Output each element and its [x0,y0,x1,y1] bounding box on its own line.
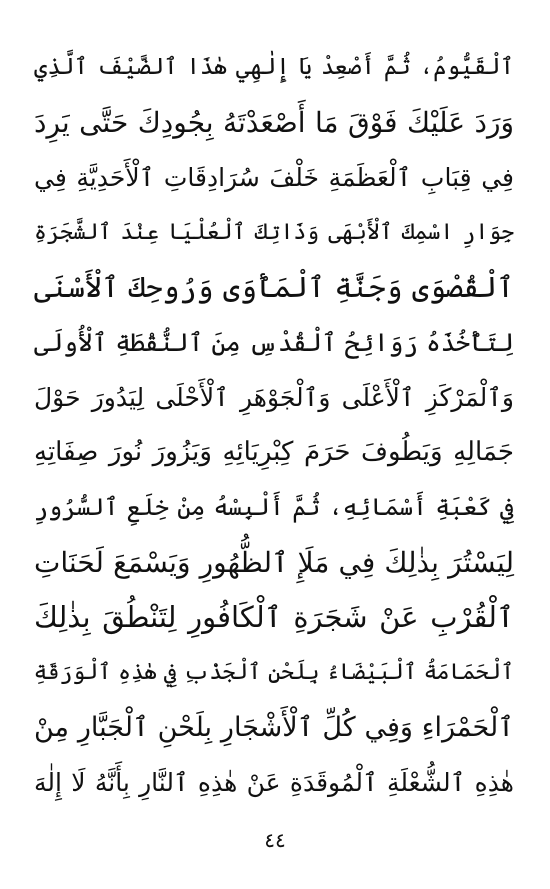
text-line: لِيَسْتُرَ بِذٰلِكَ فِي مَلَإِ ٱلظُّهُورِ وَيَسْمَعَ لَحَنَاتِ [34,546,514,579]
page-number: ٤٤ [264,828,286,852]
text-line: لِتَأْخُذَهُ رَوَائِحُ ٱلْقُدْسِ مِنَ ٱلنُّقْطَةِ ٱلْأُولَى [34,328,514,357]
text-line: ٱلْقَيُّومُ، ثُمَّ أَصْعِدْ يَا إِلٰهِي هٰذَا ٱلضَّيْفَ ٱلَّذِي [34,54,514,80]
text-line: وَٱلْمَرْكَزِ ٱلْأَعْلَى وَٱلْجَوْهَرِ ٱلْأَحْلَى لِيَدُورَ حَوْلَ [34,383,514,412]
text-line: ٱلْحَمَامَةُ ٱلْبَيْضَاءُ بِلَحْنِ ٱلْجَذْبِ فِي هٰذِهِ ٱلْوَرَقَةِ [33,660,514,685]
text-line: وَرَدَ عَلَيْكَ فَوْقَ مَا أَصْعَدْتَهُ بِجُودِكَ حَتَّى يَرِدَ [34,106,514,139]
text-line: هٰذِهِ ٱلشُّعْلَةِ ٱلْمُوقَدَةِ عَنْ هٰذِهِ ٱلنَّارِ بِأَنَّهُ لَا إِلٰهَ [34,768,514,797]
text-line: فِي كَعْبَةِ أَسْمَائِهِ، ثُمَّ أَلْبِسْهُ مِنْ خِلَعِ ٱلسُّرُورِ [34,493,514,521]
text-line: جَمَالِهِ وَيَطُوفَ حَرَمَ كِبْرِيَائِهِ وَيَزُورَ نُورَ صِفَاتِهِ [34,437,514,467]
text-line: ٱلْحَمْرَاءِ وَفِي كُلِّ ٱلْأَشْجَارِ بِلَحْنِ ٱلْجَبَّارِ مِنْ [34,712,514,743]
text-line: جِوَارِ اسْمِكَ ٱلْأَبْهَى وَذَاتِكَ ٱلْعُلْيَا عِنْدَ ٱلشَّجَرَةِ [34,220,514,245]
text-line: ٱلْقُصْوَى وَجَنَّةِ ٱلْمَأْوَى وَرُوحِكَ ٱلْأَسْنَى [34,270,514,304]
text-line: ٱلْقُرْبِ عَنْ شَجَرَةِ ٱلْكَافُورِ لِتَنْطُقَ بِذٰلِكَ [34,600,514,634]
body-text [34,40,514,810]
text-line: فِي قِبَابِ ٱلْعَظَمَةِ خَلْفَ سُرَادِقَاتِ ٱلْأَحَدِيَّةِ فِي [34,163,514,192]
